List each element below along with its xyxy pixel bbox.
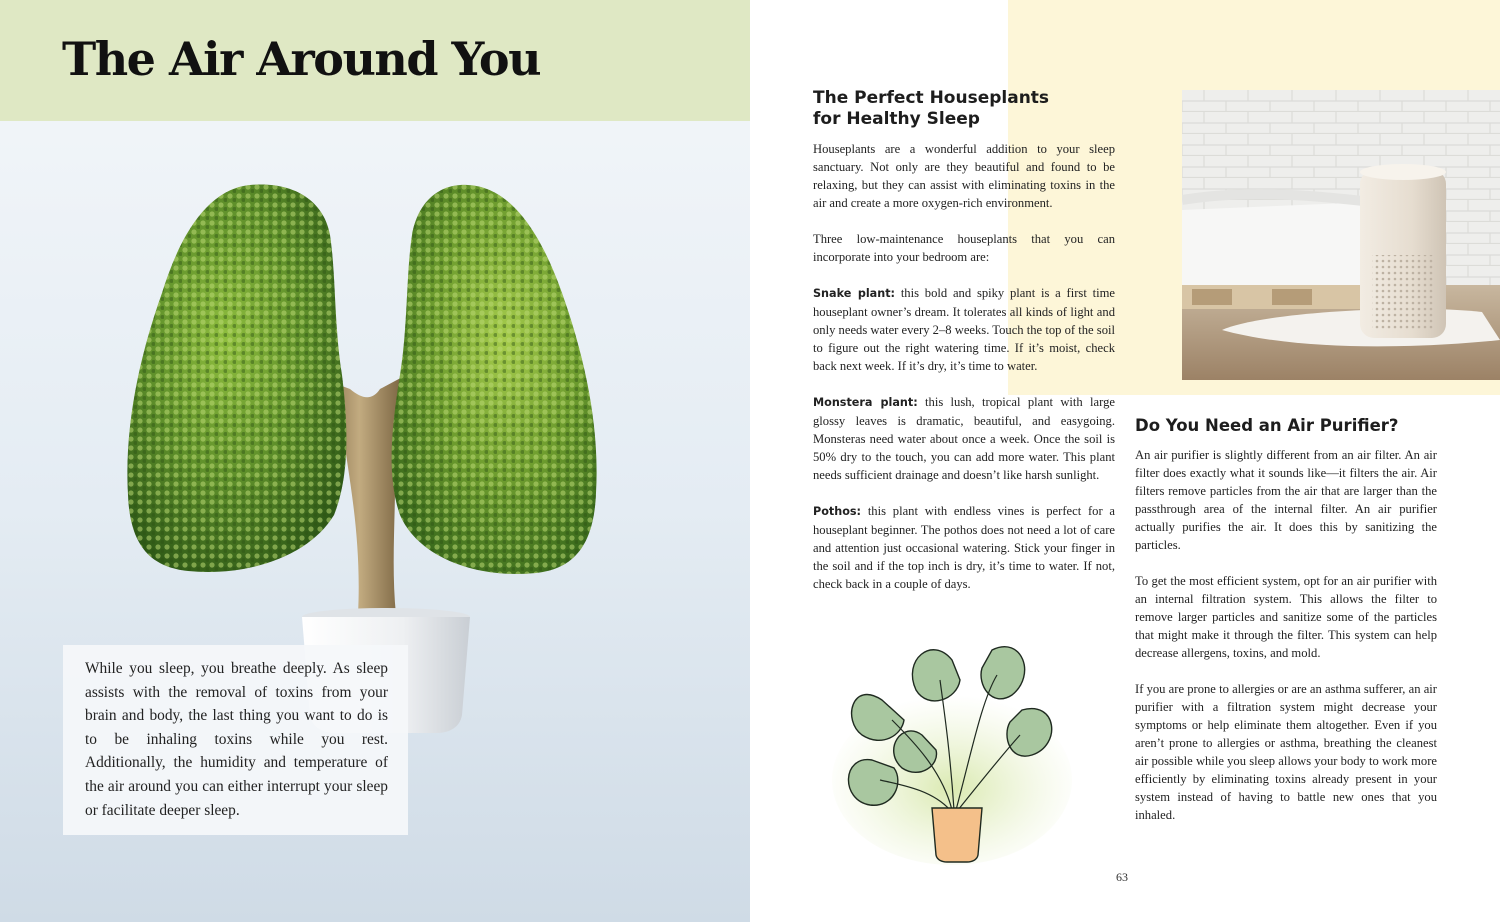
snake-plant-paragraph <box>813 284 1115 375</box>
air-purifier-photo <box>1182 90 1500 380</box>
intro-paragraph: While you sleep, you breathe deeply. As sleep assists with the removal of toxins from your brain and body, the last thing you want to do is to be inhaling toxins while you rest. Additionally, the humidity and temperature of the air around you can either interrupt your sleep or facilitate deeper sleep. <box>85 660 388 819</box>
houseplants-intro-paragraph: Houseplants are a wonderful addition to your sleep sanctuary. Not only are they beautiful and found to be relaxing, but they can assist with eliminating toxins in the air and create a more oxygen-rich environment. <box>813 142 1115 210</box>
houseplants-list-intro: Three low-maintenance houseplants that you can incorporate into your bedroom are: <box>813 232 1115 264</box>
pothos-paragraph <box>813 502 1115 593</box>
pothos-text: this plant with endless vines is perfect for a houseplant beginner. The pothos does not need a lot of care and attention just occasional watering. Stick your finger in the soil and if the top inch is dry, it’s time to water. If not, check back in a couple of days. <box>813 504 1115 591</box>
purifier-paragraph-1: An air purifier is slightly different from an air filter. An air filter does exactly what it sounds like—it filters the air. Air filters remove particles from the air that are larger than the passthrough area of the internal filter. An air purifier actually purifies the air. It does this by sanitizing the particles. <box>1135 448 1437 552</box>
snake-plant-text: this bold and spiky plant is a first time houseplant owner’s dream. It tolerates all kinds of light and only needs water every 2–8 weeks. Touch the top of the soil to figure out the right watering time. If it’s moist, check back next week. If it’s dry, it’s time to water. <box>813 286 1116 373</box>
houseplants-heading-line1: The Perfect Houseplants <box>813 88 1050 108</box>
monstera-leaf <box>912 650 960 701</box>
plant-pot <box>932 808 982 862</box>
air-purifier-heading: Do You Need an Air Purifier? <box>1135 416 1399 435</box>
monstera-illustration <box>832 640 1110 870</box>
houseplants-body <box>813 140 1115 611</box>
monstera-leaf <box>981 647 1025 699</box>
monstera-plant-text: this lush, tropical plant with large glossy leaves is dramatic, beautiful, and easygoing. Monsteras need water about once a week. Once the soil is 50% dry to the touch, you can add more water. This plant needs sufficient drainage and doesn’t like harsh sunlight. <box>813 395 1115 482</box>
houseplants-heading-line2: for Healthy Sleep <box>813 109 980 129</box>
monstera-plant-paragraph <box>813 393 1115 484</box>
air-purifier-body <box>1135 446 1437 842</box>
right-page <box>750 0 1500 922</box>
intro-text-box <box>63 645 408 835</box>
houseplants-heading <box>813 88 1113 130</box>
purifier-paragraph-2: To get the most efficient system, opt for an air purifier with an internal filtration system. This allows the filter to remove larger particles and sanitize some of the particles that might make it through the filter. This system can help decrease allergens, toxins, and mold. <box>1135 574 1437 660</box>
pothos-term: Pothos: <box>813 505 862 518</box>
snake-plant-term: Snake plant: <box>813 287 896 300</box>
purifier-paragraph-3: If you are prone to allergies or are an asthma sufferer, an air purifier with a filtration system might decrease your symptoms or help eliminate them altogether. Even if you aren’t prone to allergies or asthma, breathing the cleanest air possible while you sleep allows your body to work more efficiently by eliminating toxins already present in your system instead of having to battle new ones that you inhaled. <box>1135 682 1437 822</box>
monstera-plant-term: Monstera plant: <box>813 396 918 409</box>
page-title: The Air Around You <box>62 32 541 86</box>
page-number: 63 <box>1116 870 1128 884</box>
monstera-leaf <box>852 695 904 741</box>
